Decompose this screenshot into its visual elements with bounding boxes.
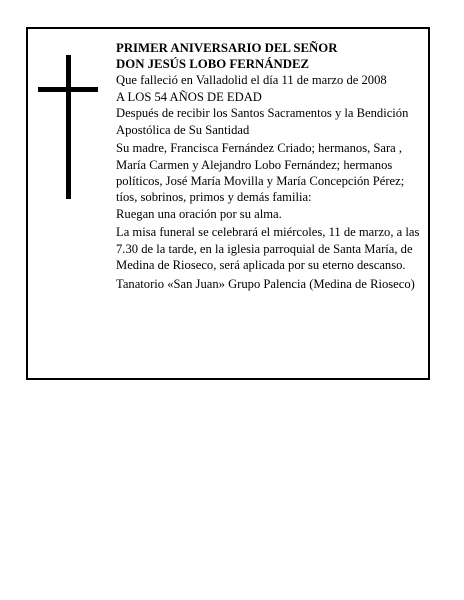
cross-vertical-bar bbox=[66, 55, 71, 199]
funeral-home-line: Tanatorio «San Juan» Grupo Palencia (Medina de Rioseco) bbox=[116, 276, 415, 291]
family-paragraph: Su madre, Francisca Fernández Criado; hermanos, Sara , María Carmen y Alejandro Lobo Fernández; hermanos políticos, José María Movilla y María Concepción Pérez; tíos, sobrinos, primos y demás familia: bbox=[116, 141, 405, 205]
cross-icon bbox=[38, 55, 98, 199]
age-line: A LOS 54 AÑOS DE EDAD bbox=[116, 89, 262, 104]
obituary-notice bbox=[26, 27, 430, 380]
cross-horizontal-bar bbox=[38, 87, 98, 92]
heading-title: PRIMER ANIVERSARIO DEL SEÑOR bbox=[116, 41, 338, 55]
sacraments-paragraph: Después de recibir los Santos Sacramentos y la Bendición Apostólica de Su Santidad bbox=[116, 106, 409, 137]
death-date-line: Que falleció en Valladolid el día 11 de marzo de 2008 bbox=[116, 73, 387, 88]
heading-name: DON JESÚS LOBO FERNÁNDEZ bbox=[116, 57, 310, 72]
mass-paragraph: La misa funeral se celebrará el miércoles, 11 de marzo, a las 7.30 de la tarde, en la iglesia parroquial de Santa María, de Medina de Rioseco, será aplicada por su eterno descanso. bbox=[116, 225, 420, 273]
prayer-line: Ruegan una oración por su alma. bbox=[116, 206, 282, 221]
obituary-text bbox=[116, 40, 424, 294]
